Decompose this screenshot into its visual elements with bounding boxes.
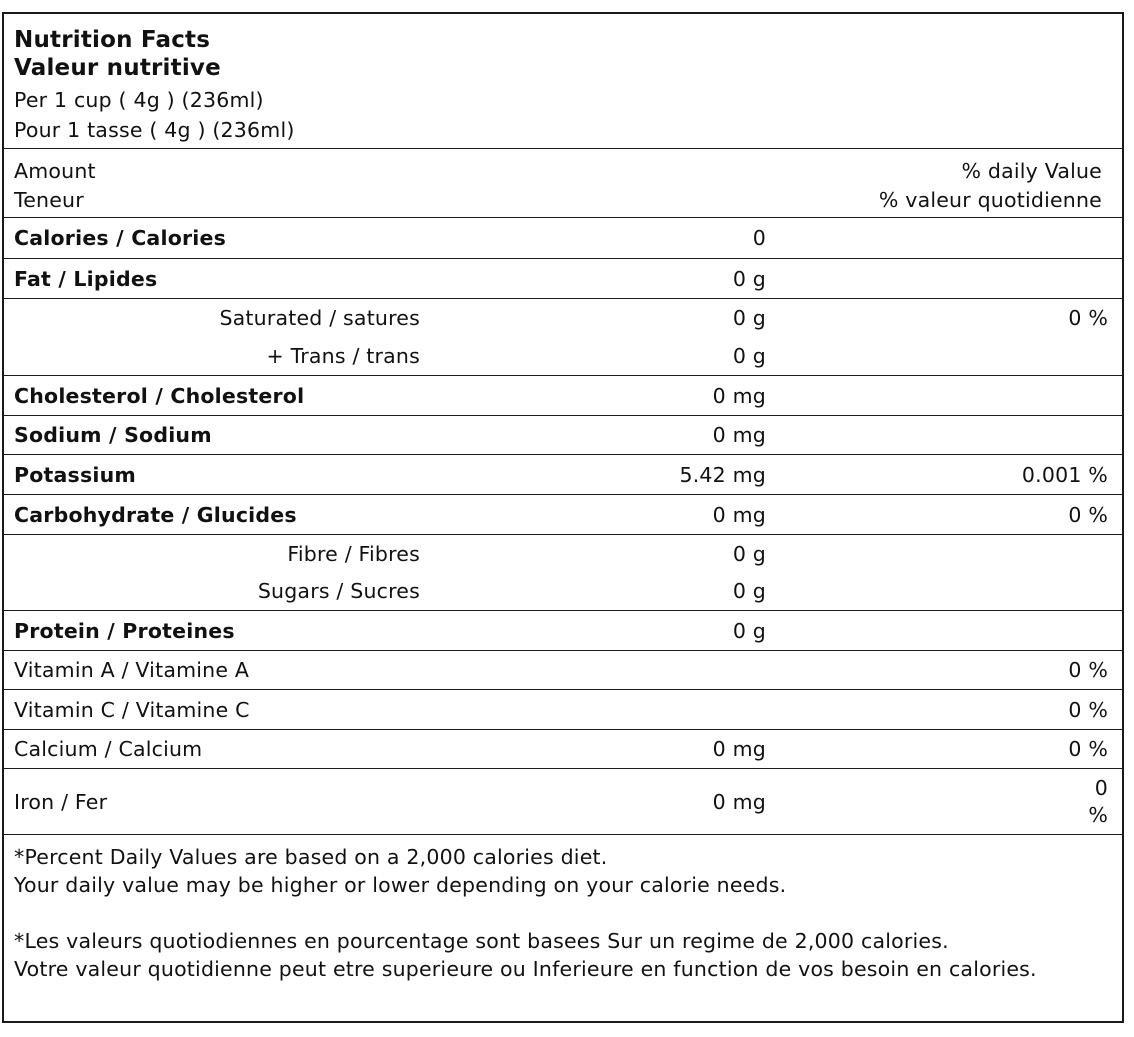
column-headers — [4, 149, 1122, 218]
nutrient-daily-value — [1084, 769, 1108, 834]
label-header — [4, 14, 1122, 149]
nutrient-daily-value: 0 % — [1068, 697, 1108, 722]
nutrient-amount: 5.42 mg — [679, 462, 766, 487]
footnote-french-line-2: Votre valeur quotidienne peut etre superieure ou Inferieure en function de vos besoin en calories. — [14, 957, 1037, 981]
nutrient-amount: 0 mg — [712, 423, 766, 447]
nutrient-row-iron — [4, 768, 1122, 834]
footnote-english-line-2: Your daily value may be higher or lower depending on your calorie needs. — [14, 873, 787, 897]
nutrient-name: Potassium — [14, 462, 136, 487]
nutrient-name: Fibre / Fibres — [287, 541, 420, 566]
nutrient-row-cholesterol — [4, 375, 1122, 415]
nutrient-name: Vitamin A / Vitamine A — [14, 658, 250, 682]
footnote — [4, 834, 1122, 983]
nutrient-row-calories — [4, 218, 1122, 258]
title-english: Nutrition Facts — [14, 27, 211, 53]
nutrient-row-vitamin-a — [4, 650, 1122, 689]
nutrient-name: Iron / Fer — [14, 789, 108, 814]
nutrient-row-fibre — [4, 534, 1122, 572]
serving-size-french: Pour 1 tasse ( 4g ) (236ml) — [14, 118, 295, 142]
nutrient-row-sodium — [4, 415, 1122, 454]
nutrient-row-carbohydrate — [4, 494, 1122, 534]
nutrient-row-vitamin-c — [4, 689, 1122, 729]
nutrient-amount: 0 mg — [712, 789, 766, 814]
footnote-french-line-1: *Les valeurs quotiodiennes en pourcentage sont basees Sur un regime de 2,000 calories. — [14, 929, 949, 953]
nutrient-name: Saturated / satures — [219, 306, 420, 330]
footnote-spacer — [14, 899, 1112, 927]
nutrient-amount: 0 g — [732, 344, 766, 368]
nutrition-facts-label — [2, 12, 1124, 1023]
nutrient-name: Calories / Calories — [14, 226, 227, 250]
nutrient-name: Protein / Proteines — [14, 618, 235, 643]
nutrient-row-protein — [4, 610, 1122, 650]
nutrient-row-trans — [4, 337, 1122, 375]
nutrient-amount: 0 mg — [712, 383, 766, 408]
serving-size — [14, 85, 1112, 145]
nutrient-amount: 0 g — [732, 306, 766, 330]
nutrient-daily-value: 0 % — [1068, 737, 1108, 761]
nutrient-row-calcium — [4, 729, 1122, 768]
nutrient-row-potassium — [4, 454, 1122, 494]
nutrient-amount: 0 mg — [712, 737, 766, 761]
nutrient-name: Carbohydrate / Glucides — [14, 502, 297, 527]
nutrient-amount: 0 g — [732, 579, 766, 603]
nutrient-name: Vitamin C / Vitamine C — [14, 697, 250, 722]
amount-header-french: Teneur — [14, 188, 84, 212]
nutrient-daily-value: 0 % — [1068, 502, 1108, 527]
serving-size-english: Per 1 cup ( 4g ) (236ml) — [14, 88, 264, 112]
nutrient-amount: 0 g — [732, 618, 766, 643]
title-french: Valeur nutritive — [14, 55, 221, 81]
nutrient-row-fat — [4, 258, 1122, 298]
amount-header-english: Amount — [14, 159, 96, 183]
daily-value-number: 0 — [1094, 775, 1108, 800]
nutrient-amount: 0 g — [732, 266, 766, 291]
daily-value-header-french: % valeur quotidienne — [878, 188, 1102, 212]
nutrient-name: Calcium / Calcium — [14, 737, 203, 761]
nutrient-name: Sugars / Sucres — [257, 579, 420, 603]
nutrient-daily-value: 0.001 % — [1021, 462, 1108, 487]
nutrient-amount: 0 — [752, 226, 766, 250]
nutrient-amount: 0 g — [732, 541, 766, 566]
nutrient-name: Fat / Lipides — [14, 266, 158, 291]
daily-value-header-english: % daily Value — [961, 159, 1102, 183]
nutrient-name: Cholesterol / Cholesterol — [14, 383, 305, 408]
nutrient-row-saturated — [4, 298, 1122, 337]
nutrient-daily-value: 0 % — [1068, 658, 1108, 682]
nutrient-row-sugars — [4, 572, 1122, 610]
footnote-english-line-1: *Percent Daily Values are based on a 2,000 calories diet. — [14, 845, 608, 869]
nutrient-name: + Trans / trans — [266, 344, 420, 368]
daily-value-percent-sign: % — [1088, 802, 1108, 827]
nutrient-name: Sodium / Sodium — [14, 423, 212, 447]
nutrient-daily-value: 0 % — [1068, 306, 1108, 330]
nutrient-amount: 0 mg — [712, 502, 766, 527]
